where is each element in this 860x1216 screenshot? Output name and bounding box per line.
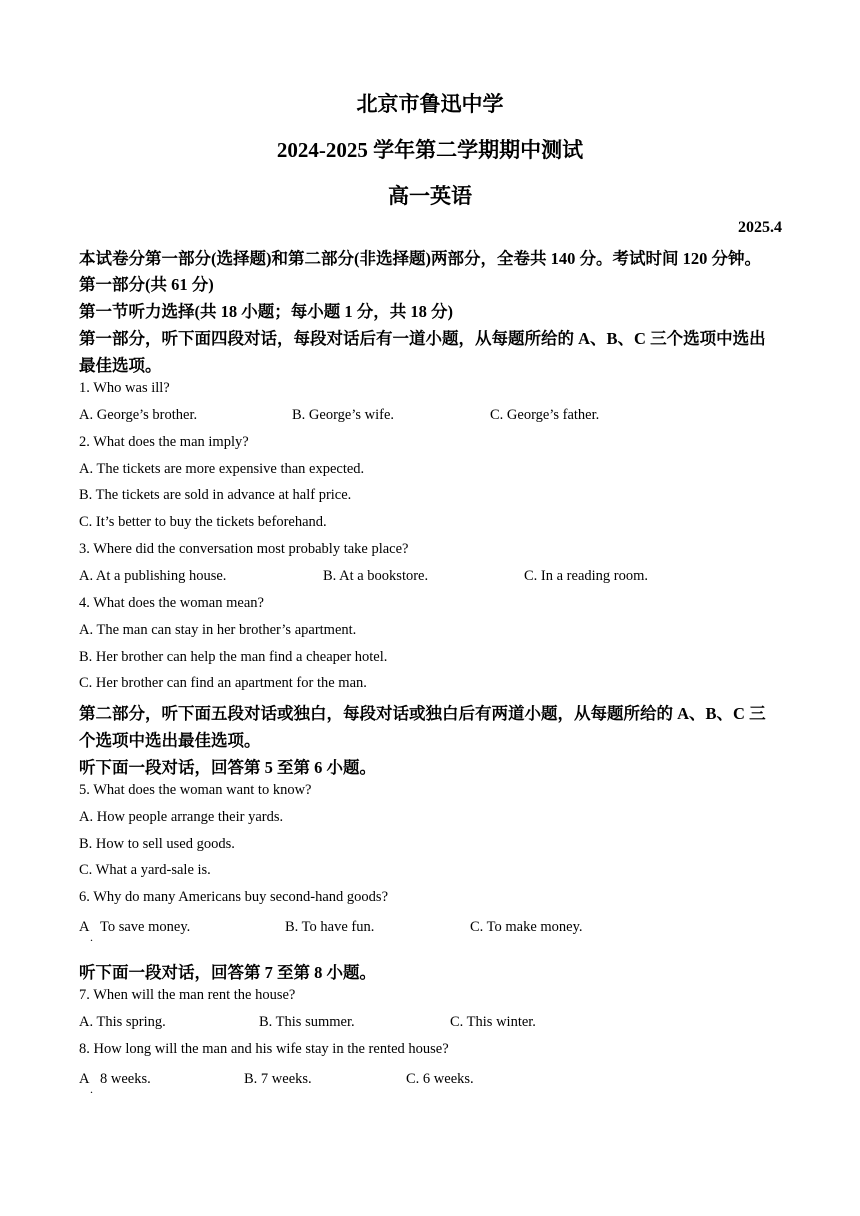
- question-3-stem: 3. Where did the conversation most probably take place?: [79, 541, 409, 557]
- question-3-option-b: B. At a bookstore.: [323, 568, 429, 584]
- question-4-option-c: C. Her brother can find an apartment for the man.: [79, 675, 367, 691]
- question-3-option-a: A. At a publishing house.: [79, 568, 227, 584]
- question-2-stem: 2. What does the man imply?: [79, 434, 249, 450]
- question-2-option-c: C. It’s better to buy the tickets beforehand.: [79, 514, 327, 530]
- question-5-option-b: B. How to sell used goods.: [79, 836, 235, 852]
- question-3-option-c: C. In a reading room.: [524, 568, 649, 584]
- question-8-option-a-letter: A: [79, 1071, 90, 1087]
- question-7-stem: 7. When will the man rent the house?: [79, 987, 296, 1003]
- question-5-option-c: C. What a yard-sale is.: [79, 862, 211, 878]
- listen-instruction-5-6: 听下面一段对话，回答第 5 至第 6 小题。: [79, 758, 376, 777]
- question-8-stem: 8. How long will the man and his wife stay in the rented house?: [79, 1041, 449, 1057]
- question-6-stem: 6. Why do many Americans buy second-hand goods?: [79, 889, 389, 905]
- question-1-option-b: B. George’s wife.: [292, 407, 395, 423]
- listen-instruction-7-8: 听下面一段对话，回答第 7 至第 8 小题。: [79, 963, 376, 982]
- question-8-option-a: 8 weeks.: [100, 1071, 151, 1087]
- question-7-option-b: B. This summer.: [259, 1014, 355, 1030]
- intro-text: 本试卷分第一部分(选择题)和第二部分(非选择题)两部分，全卷共 140 分。考试时间 120 分钟。: [79, 249, 761, 268]
- question-4-option-b: B. Her brother can help the man find a cheaper hotel.: [79, 649, 388, 665]
- school-title: 北京市鲁迅中学: [356, 92, 504, 116]
- question-8-option-c: C. 6 weeks.: [406, 1071, 474, 1087]
- question-1-option-c: C. George’s father.: [490, 407, 600, 423]
- part1-title: 第一部分(共 61 分): [79, 275, 214, 294]
- exam-date: 2025.4: [738, 219, 782, 236]
- question-5-option-a: A. How people arrange their yards.: [79, 809, 284, 825]
- question-1-stem: 1. Who was ill?: [79, 380, 170, 396]
- question-6-option-a-letter: A: [79, 919, 90, 935]
- section1-title: 第一节听力选择(共 18 小题；每小题 1 分，共 18 分): [79, 302, 453, 321]
- subject-title: 高一英语: [388, 184, 472, 208]
- question-6-option-b: B. To have fun.: [285, 919, 375, 935]
- question-4-option-a: A. The man can stay in her brother’s apartment.: [79, 622, 357, 638]
- instruction-2a: 第二部分，听下面五段对话或独白，每段对话或独白后有两道小题，从每题所给的 A、B、C 三: [79, 704, 766, 723]
- question-6-option-a: To save money.: [100, 919, 191, 935]
- question-7-option-a: A. This spring.: [79, 1014, 166, 1030]
- question-8-option-b: B. 7 weeks.: [244, 1071, 312, 1087]
- question-4-stem: 4. What does the woman mean?: [79, 595, 264, 611]
- exam-title: 2024-2025 学年第二学期期中测试: [276, 138, 584, 162]
- question-5-stem: 5. What does the woman want to know?: [79, 782, 312, 798]
- question-2-option-a: A. The tickets are more expensive than expected.: [79, 461, 365, 477]
- question-6-option-c: C. To make money.: [470, 919, 583, 935]
- question-7-option-c: C. This winter.: [450, 1014, 536, 1030]
- question-1-option-a: A. George’s brother.: [79, 407, 198, 423]
- instruction-1b: 最佳选项。: [79, 356, 162, 375]
- question-8-option-a-dot: .: [90, 1082, 93, 1096]
- question-6-option-a-dot: .: [90, 930, 93, 944]
- instruction-1a: 第一部分，听下面四段对话，每段对话后有一道小题，从每题所给的 A、B、C 三个选项中选出: [79, 329, 766, 348]
- question-2-option-b: B. The tickets are sold in advance at half price.: [79, 487, 352, 503]
- instruction-2b: 个选项中选出最佳选项。: [79, 731, 261, 750]
